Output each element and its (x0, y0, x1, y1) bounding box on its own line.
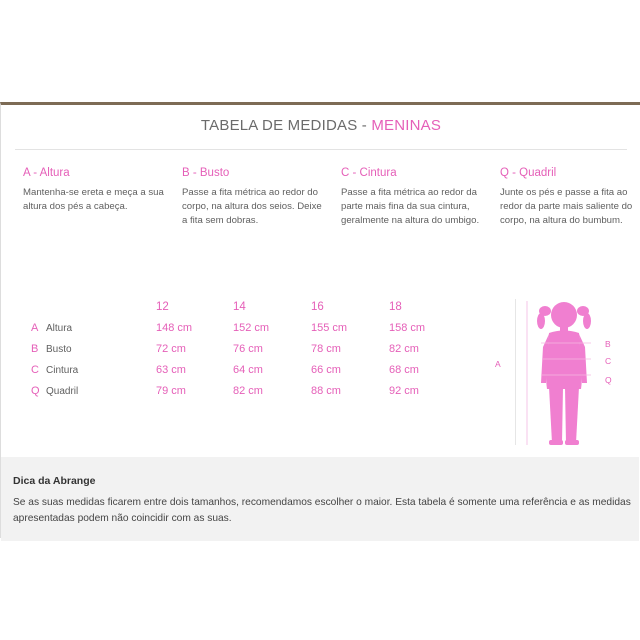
measure-quadril (500, 167, 634, 228)
row-label: Busto (46, 344, 72, 355)
measure-cintura (341, 167, 483, 228)
size-header-18: 18 (389, 301, 402, 313)
measure-description: Passe a fita métrica ao redor do corpo, na altura dos seios. Deixe a fita sem dobras. (182, 187, 322, 226)
label-c: C (605, 356, 612, 366)
table-cell: 68 cm (389, 364, 419, 376)
girl-silhouette-figure (491, 297, 621, 447)
measure-description: Junte os pés e passe a fita ao redor da parte mais saliente do corpo, na altura do bumbum. (500, 187, 633, 226)
table-cell: 82 cm (389, 343, 419, 355)
table-cell: 72 cm (156, 343, 186, 355)
tip-heading: Dica da Abrange (13, 475, 96, 487)
table-cell: 158 cm (389, 322, 426, 334)
table-cell: 152 cm (233, 322, 270, 334)
measure-description: Mantenha-se ereta e meça a sua altura dos pés a cabeça. (23, 187, 164, 212)
table-cell: 64 cm (233, 364, 263, 376)
measure-heading: C - Cintura (341, 167, 397, 179)
tip-box (1, 457, 639, 541)
table-cell: 155 cm (311, 322, 348, 334)
label-q: Q (605, 375, 612, 385)
measure-heading: Q - Quadril (500, 167, 557, 179)
tip-body: Se as suas medidas ficarem entre dois tamanhos, recomendamos escolher o maior. Esta tabela é somente uma referência e as medidas apresentadas podem não coincidir com as suas. (13, 497, 631, 524)
table-cell: 82 cm (233, 385, 263, 397)
row-letter: A (31, 322, 39, 334)
girl-silhouette-icon (537, 302, 591, 445)
table-cell: 79 cm (156, 385, 186, 397)
table-cell: 76 cm (233, 343, 263, 355)
table-cell: 66 cm (311, 364, 341, 376)
row-letter: B (31, 343, 39, 355)
row-label: Altura (46, 323, 73, 334)
table-cell: 88 cm (311, 385, 341, 397)
table-cell: 63 cm (156, 364, 186, 376)
table-cell: 92 cm (389, 385, 419, 397)
size-header-14: 14 (233, 301, 246, 313)
size-chart-card (0, 102, 640, 538)
row-letter: Q (31, 385, 40, 397)
measure-heading: B - Busto (182, 167, 230, 179)
label-a: A (495, 359, 501, 369)
table-cell: 78 cm (311, 343, 341, 355)
title-accent: MENINAS (371, 117, 442, 134)
measure-altura (23, 167, 165, 214)
measure-heading: A - Altura (23, 167, 70, 179)
measure-busto (182, 167, 324, 228)
table-cell: 148 cm (156, 322, 193, 334)
row-letter: C (31, 364, 39, 376)
row-label: Cintura (46, 365, 79, 376)
title-divider (15, 149, 627, 150)
row-label: Quadril (46, 386, 79, 397)
page-title (1, 117, 640, 134)
size-header-12: 12 (156, 301, 169, 313)
measure-description: Passe a fita métrica ao redor da parte mais fina da sua cintura, geralmente na altura do umbigo. (341, 187, 480, 226)
size-header-16: 16 (311, 301, 324, 313)
label-b: B (605, 339, 611, 349)
title-main: TABELA DE MEDIDAS - (200, 117, 372, 134)
